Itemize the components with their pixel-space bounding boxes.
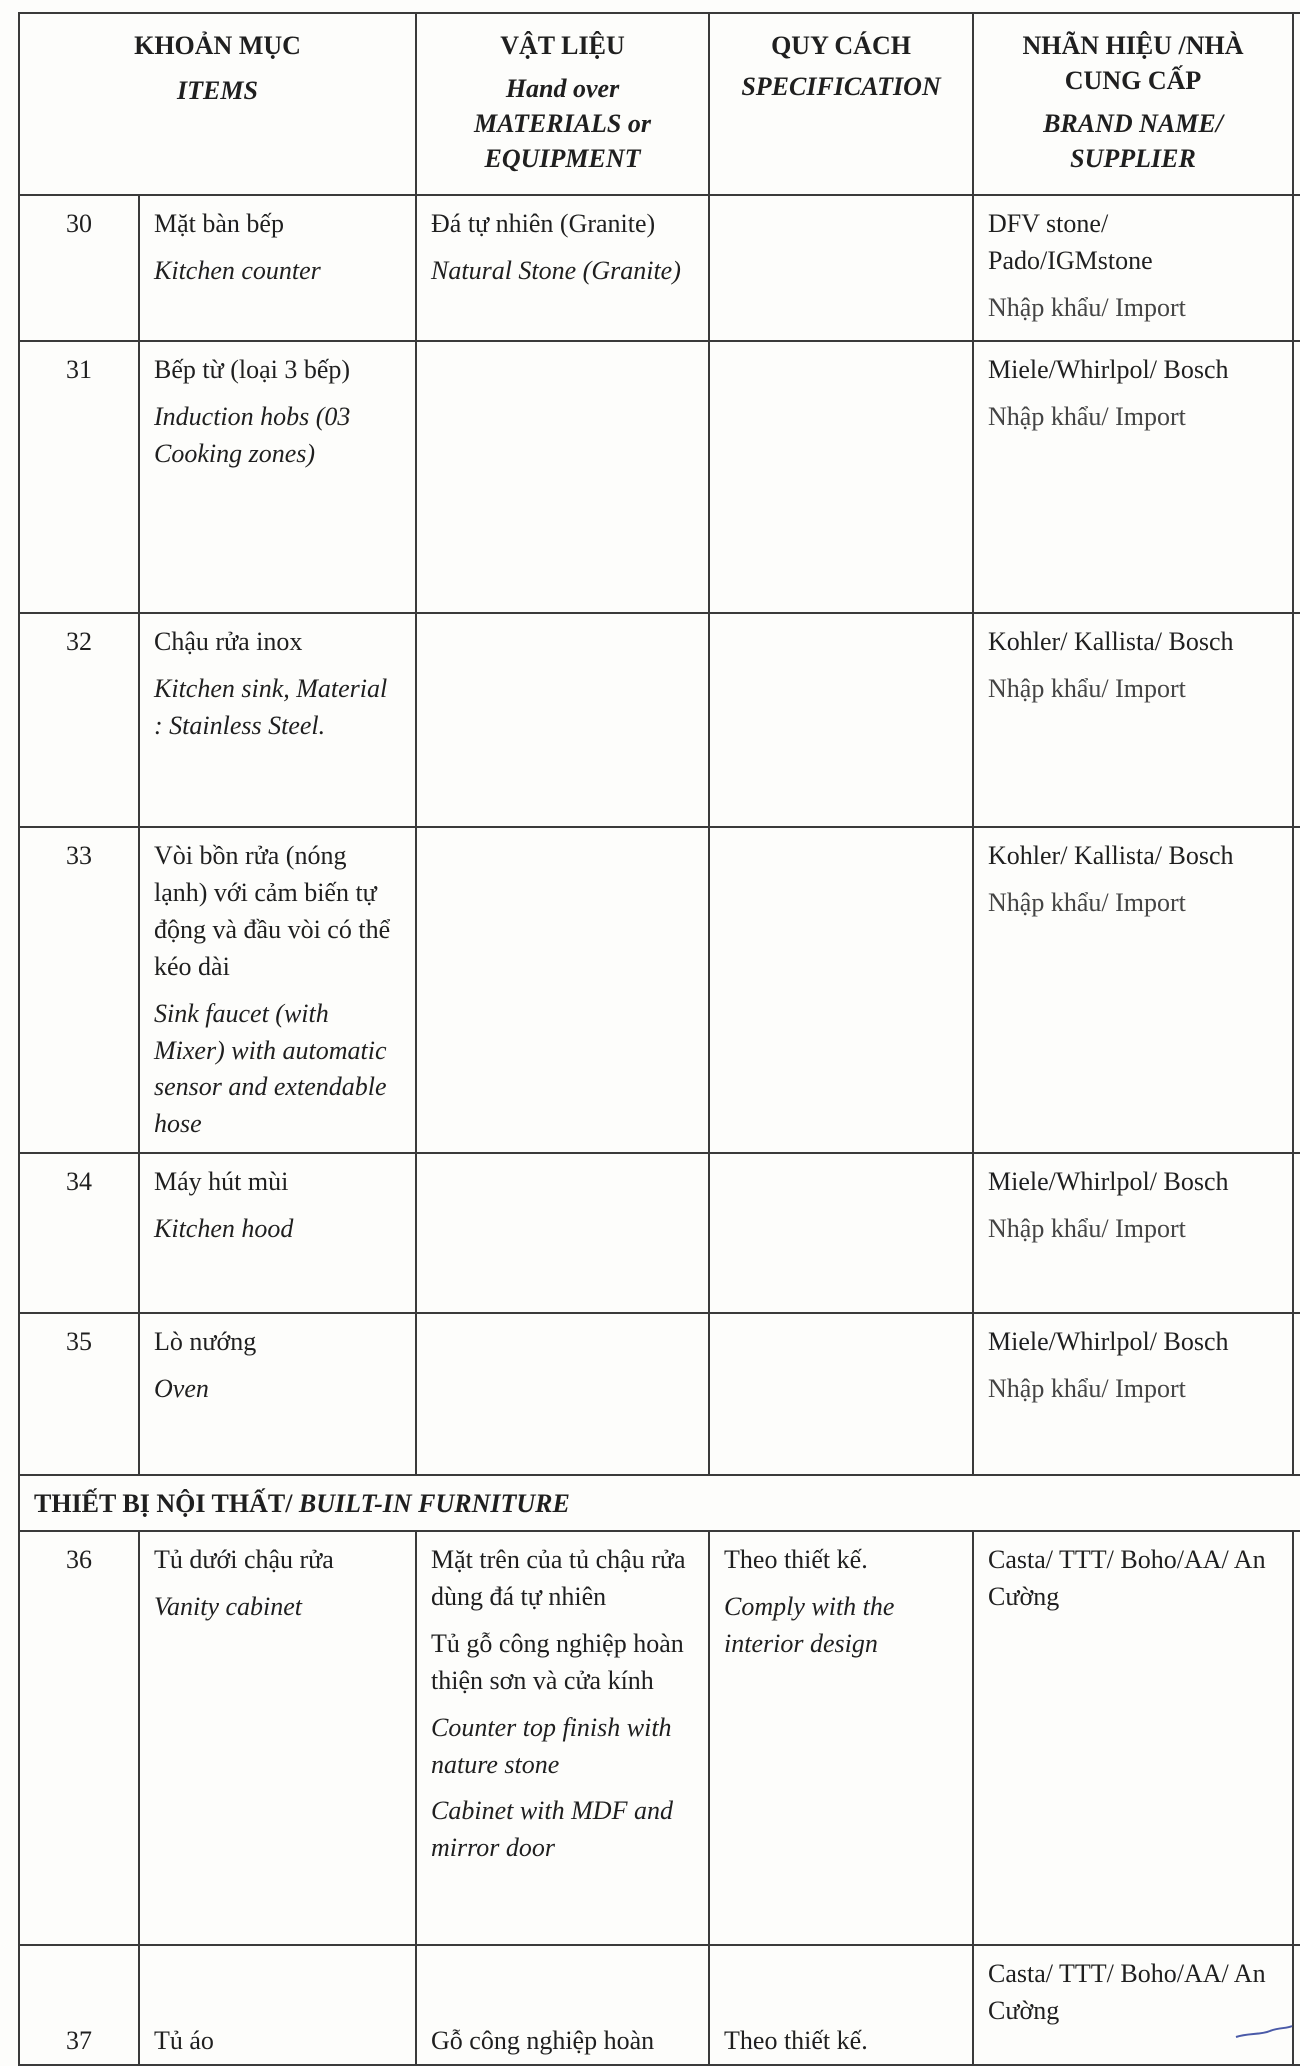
header-materials (416, 13, 709, 195)
brand-name: DFV stone/ Pado/IGMstone (988, 209, 1153, 275)
brand-name: Kohler/ Kallista/ Bosch (988, 841, 1234, 870)
row-number: 35 (19, 1313, 139, 1475)
row-number: 30 (19, 195, 139, 341)
spec-cell (709, 341, 973, 613)
header-items-vi: KHOẢN MỤC (134, 31, 301, 60)
brand-name: Miele/Whirlpol/ Bosch (988, 1327, 1229, 1356)
header-brand-en: BRAND NAME/ SUPPLIER (1043, 109, 1223, 174)
brand-cell (973, 195, 1293, 341)
brand-cell (973, 1313, 1293, 1475)
material-en-2: Cabinet with MDF and mirror door (431, 1796, 673, 1863)
specification-table (18, 12, 1300, 2066)
pen-mark (1234, 2025, 1294, 2039)
header-materials-en: Hand over MATERIALS or EQUIPMENT (474, 74, 652, 174)
item-vi: Mặt bàn bếp (154, 209, 284, 238)
brand-cell (973, 341, 1293, 613)
row-number: 34 (19, 1153, 139, 1313)
header-items-en: ITEMS (177, 76, 258, 106)
item-cell (139, 1945, 416, 2065)
item-vi: Lò nướng (154, 1327, 257, 1356)
brand-cell (973, 1531, 1293, 1945)
spec-cell (709, 827, 973, 1153)
table-row (19, 1313, 1300, 1475)
spec-cell (709, 1153, 973, 1313)
material-cell (416, 341, 709, 613)
item-cell (139, 341, 416, 613)
material-cell (416, 827, 709, 1153)
item-vi: Vòi bồn rửa (nóng lạnh) với cảm biến tự động và đầu vòi có thể kéo dài (154, 841, 391, 981)
material-cell (416, 1531, 709, 1945)
table-row (19, 341, 1300, 613)
header-specification-vi: QUY CÁCH (771, 31, 911, 60)
table-row (19, 613, 1300, 827)
brand-name: Casta/ TTT/ Boho/AA/ An Cường (988, 1959, 1266, 2025)
item-vi: Bếp từ (loại 3 bếp) (154, 355, 351, 384)
header-row (19, 13, 1300, 195)
section-title (19, 1475, 1300, 1531)
row-number: 32 (19, 613, 139, 827)
brand-origin: Nhập khẩu/ Import (988, 1213, 1186, 1243)
item-en: Vanity cabinet (154, 1591, 303, 1621)
item-cell (139, 195, 416, 341)
material-vi-1: Mặt trên của tủ chậu rửa dùng đá tự nhiên (431, 1545, 686, 1611)
brand-origin: Nhập khẩu/ Import (988, 292, 1186, 322)
row-number: 37 (19, 1945, 139, 2065)
item-cell (139, 827, 416, 1153)
brand-origin: Nhập khẩu/ Import (988, 401, 1186, 431)
material-cell (416, 195, 709, 341)
material-cell (416, 1945, 709, 2065)
material-en: Natural Stone (Granite) (431, 255, 681, 285)
material-cell (416, 1153, 709, 1313)
spec-cell (709, 1531, 973, 1945)
item-vi: Máy hút mùi (154, 1167, 289, 1196)
material-vi: Gỗ công nghiệp hoàn (431, 2026, 655, 2056)
table-row (19, 1531, 1300, 1945)
spec-cell (709, 1313, 973, 1475)
row-number: 33 (19, 827, 139, 1153)
row-number: 31 (19, 341, 139, 613)
spec-vi: Theo thiết kế. (724, 1545, 868, 1574)
item-en: Sink faucet (with Mixer) with automatic sensor and extendable hose (154, 998, 387, 1139)
section-title-vi: THIẾT BỊ NỘI THẤT/ (34, 1489, 299, 1518)
material-en-1: Counter top finish with nature stone (431, 1712, 672, 1779)
header-materials-vi: VẬT LIỆU (500, 31, 625, 60)
brand-cell (973, 613, 1293, 827)
item-cell (139, 613, 416, 827)
item-vi: Tủ dưới chậu rửa (154, 1545, 334, 1574)
item-vi: Chậu rửa inox (154, 627, 303, 656)
brand-cell (973, 1153, 1293, 1313)
item-en: Kitchen sink, Material : Stainless Steel. (154, 673, 388, 740)
brand-name: Miele/Whirlpol/ Bosch (988, 355, 1229, 384)
material-cell (416, 613, 709, 827)
header-extra (1293, 13, 1300, 195)
material-vi-2: Tủ gỗ công nghiệp hoàn thiện sơn và cửa kính (431, 1628, 684, 1695)
brand-origin: Nhập khẩu/ Import (988, 1373, 1186, 1403)
header-brand (973, 13, 1293, 195)
table-row (19, 1945, 1300, 2065)
header-specification (709, 13, 973, 195)
item-en: Kitchen hood (154, 1213, 294, 1243)
material-cell (416, 1313, 709, 1475)
table-row (19, 195, 1300, 341)
material-vi: Đá tự nhiên (Granite) (431, 209, 656, 238)
item-en: Kitchen counter (154, 255, 321, 285)
item-cell (139, 1531, 416, 1945)
brand-name: Miele/Whirlpol/ Bosch (988, 1167, 1229, 1196)
brand-origin: Nhập khẩu/ Import (988, 887, 1186, 917)
spec-vi: Theo thiết kế. (724, 2026, 868, 2056)
brand-cell (973, 827, 1293, 1153)
item-cell (139, 1153, 416, 1313)
row-number: 36 (19, 1531, 139, 1945)
spec-cell (709, 1945, 973, 2065)
spec-en: Comply with the interior design (724, 1591, 895, 1658)
brand-name: Kohler/ Kallista/ Bosch (988, 627, 1234, 656)
table-row (19, 827, 1300, 1153)
table-row (19, 1153, 1300, 1313)
header-items (19, 13, 416, 195)
spec-cell (709, 613, 973, 827)
section-row (19, 1475, 1300, 1531)
brand-name: Casta/ TTT/ Boho/AA/ An Cường (988, 1545, 1266, 1611)
item-vi: Tủ áo (154, 2026, 214, 2056)
item-en: Oven (154, 1373, 209, 1403)
brand-cell (973, 1945, 1293, 2065)
spec-cell (709, 195, 973, 341)
item-cell (139, 1313, 416, 1475)
brand-origin: Nhập khẩu/ Import (988, 673, 1186, 703)
item-en: Induction hobs (03 Cooking zones) (154, 401, 351, 468)
header-brand-vi: NHÃN HIỆU /NHÀ CUNG CẤP (1022, 31, 1244, 96)
section-title-en: BUILT-IN FURNITURE (298, 1489, 570, 1518)
header-specification-en: SPECIFICATION (741, 72, 941, 102)
